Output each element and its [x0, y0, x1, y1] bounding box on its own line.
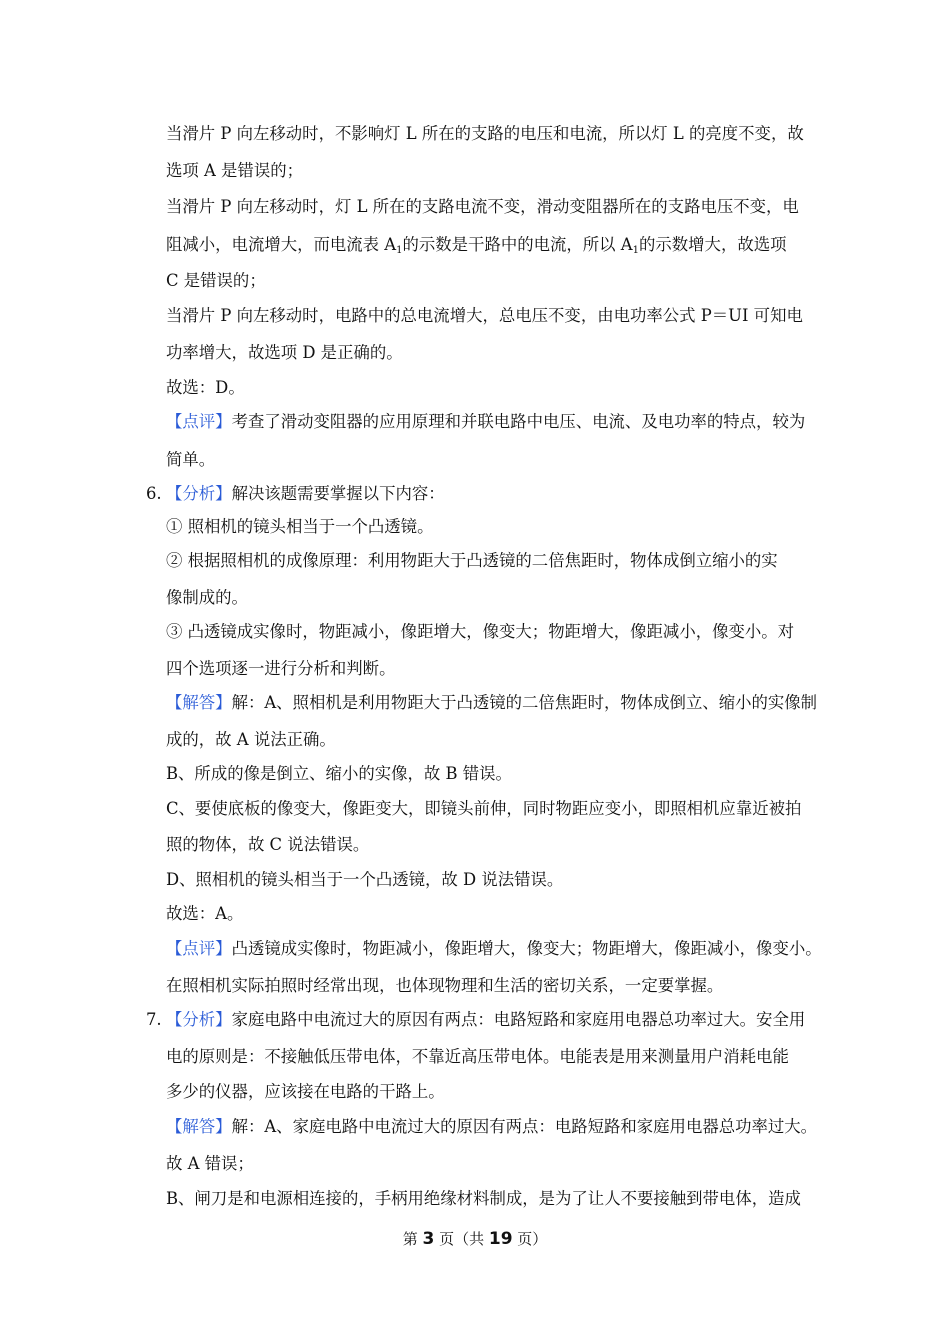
- page-footer: 第 3 页（共 19 页）: [402, 1229, 548, 1249]
- text-line: 在照相机实际拍照时经常出现，也体现物理和生活的密切关系，一定要掌握。: [166, 976, 724, 995]
- analysis-tag: 【分析】: [166, 1010, 232, 1029]
- text-line: C、要使底板的像变大，像距变大，即镜头前伸，同时物距应变小，即照相机应靠近被拍: [166, 799, 802, 818]
- text-line: 【点评】考查了滑动变阻器的应用原理和并联电路中电压、电流、及电功率的特点，较为: [166, 412, 806, 431]
- answer-tag: 【解答】: [166, 1117, 232, 1136]
- question-number: 6.: [146, 484, 162, 503]
- text-line: 【解答】解：A、家庭电路中电流过大的原因有两点：电路短路和家庭用电器总功率过大。: [166, 1117, 818, 1136]
- text-line: 照的物体，故 C 说法错误。: [166, 835, 370, 854]
- text-line: D、照相机的镜头相当于一个凸透镜，故 D 说法错误。: [166, 870, 564, 889]
- text-line: 当滑片 P 向左移动时，电路中的总电流增大，总电压不变，由电功率公式 P＝UI 可知电: [166, 306, 803, 325]
- text-line: ② 根据照相机的成像原理：利用物距大于凸透镜的二倍焦距时，物体成倒立缩小的实: [166, 551, 778, 570]
- question-number: 7.: [146, 1010, 162, 1029]
- text-line: 故选：A。: [166, 904, 244, 923]
- text-line: ① 照相机的镜头相当于一个凸透镜。: [166, 517, 434, 536]
- text-line: 故选：D。: [166, 378, 245, 397]
- text-line: 四个选项逐一进行分析和判断。: [166, 659, 396, 678]
- text-line: 多少的仪器，应该接在电路的干路上。: [166, 1082, 445, 1101]
- comment-tag: 【点评】: [166, 939, 232, 958]
- current-page-number: 3: [422, 1229, 435, 1249]
- text-line: 选项 A 是错误的；: [166, 161, 303, 180]
- analysis-tag: 【分析】: [166, 484, 232, 503]
- total-page-count: 19: [488, 1229, 513, 1249]
- text-line: 简单。: [166, 450, 216, 469]
- text-line: 成的，故 A 说法正确。: [166, 730, 336, 749]
- text-line: 电的原则是：不接触低压带电体，不靠近高压带电体。电能表是用来测量用户消耗电能: [166, 1047, 789, 1066]
- comment-tag: 【点评】: [166, 412, 232, 431]
- text-line: B、闸刀是和电源相连接的，手柄用绝缘材料制成，是为了让人不要接触到带电体，造成: [166, 1189, 801, 1208]
- text-line: 【分析】家庭电路中电流过大的原因有两点：电路短路和家庭用电器总功率过大。安全用: [166, 1010, 806, 1029]
- text-line: ③ 凸透镜成实像时，物距减小，像距增大，像变大；物距增大，像距减小，像变小。对: [166, 622, 795, 641]
- text-line: 【解答】解：A、照相机是利用物距大于凸透镜的二倍焦距时，物体成倒立、缩小的实像制: [166, 693, 818, 712]
- text-line: 【分析】解决该题需要掌握以下内容：: [166, 484, 445, 503]
- text-line: 故 A 错误；: [166, 1154, 254, 1173]
- text-line: C 是错误的；: [166, 271, 266, 290]
- text-line: 阻减小，电流增大，而电流表 $A_1$的示数是干路中的电流，所以 $A_1$的示数增大，故选项: [166, 235, 787, 256]
- text-line: 功率增大，故选项 D 是正确的。: [166, 343, 403, 362]
- text-line: 当滑片 P 向左移动时，不影响灯 L 所在的支路的电压和电流，所以灯 L 的亮度不变，故: [166, 124, 804, 143]
- text-line: 像制成的。: [166, 588, 248, 607]
- text-line: B、所成的像是倒立、缩小的实像，故 B 错误。: [166, 764, 512, 783]
- answer-tag: 【解答】: [166, 693, 232, 712]
- text-line: 【点评】凸透镜成实像时，物距减小，像距增大，像变大；物距增大，像距减小，像变小。: [166, 939, 822, 958]
- text-line: 当滑片 P 向左移动时，灯 L 所在的支路电流不变，滑动变阻器所在的支路电压不变，电: [166, 197, 799, 216]
